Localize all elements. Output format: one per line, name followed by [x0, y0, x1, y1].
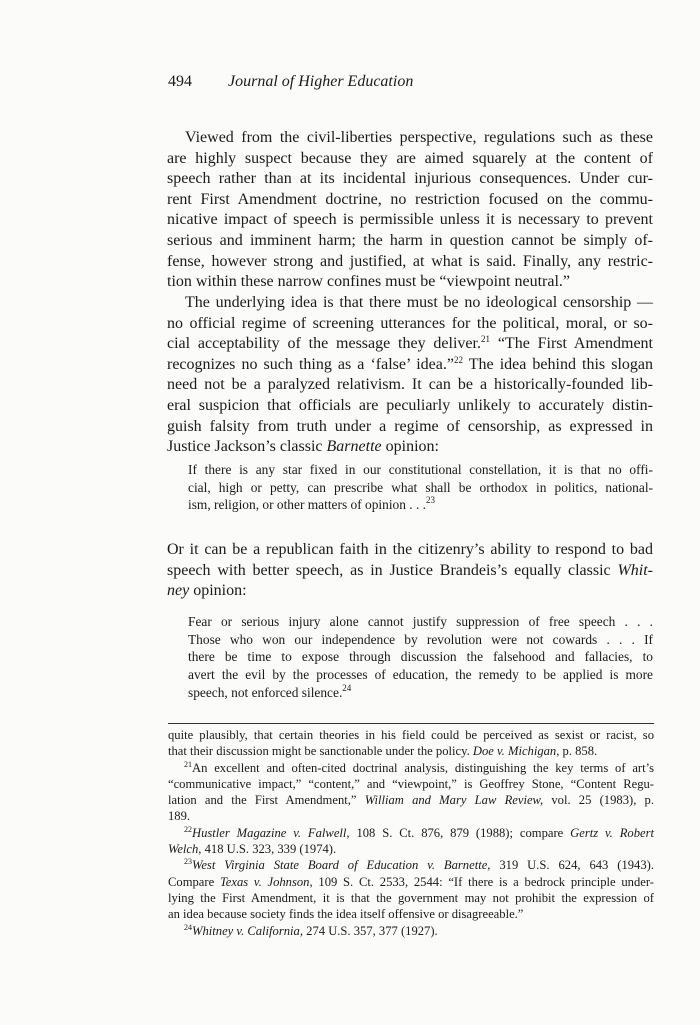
footnote-24: $^{24}$Whitney v. California, 274 U.S. 357, 377 (1927). [184, 922, 438, 938]
text-line: rent First Amendment doctrine, no restriction focused on the commu- [167, 190, 653, 208]
quote-line: there be time to expose through discussion the falsehood and fallacies, to [188, 649, 653, 665]
text-line: recognizes no such thing as a ‘false’ idea.”$^{22}$ The idea behind this slogan [167, 354, 653, 373]
text-line: no official regime of screening utterances for the political, moral, or so- [167, 314, 653, 332]
quote-line: Fear or serious injury alone cannot justify suppression of free speech . . . [188, 614, 653, 629]
block-quote-barnette [188, 461, 653, 514]
text-line: Or it can be a republican faith in the citizenry’s ability to respond to bad [167, 541, 653, 558]
text-line: Justice Jackson’s classic Barnette opinion: [167, 438, 439, 456]
case-name: Barnette [326, 438, 382, 456]
case-name: Doe v. Michigan, [472, 744, 560, 759]
footnote-line: quite plausibly, that certain theories in his field could be perceived as sexist or racist, so [168, 728, 654, 742]
text-line: The underlying idea is that there must be no ideological censorship — [185, 294, 653, 311]
footnote-ref-23: 23 [426, 495, 436, 506]
text-line: guish falsity from truth under a regime of censorship, as expressed in [167, 417, 653, 435]
footnote-divider [168, 723, 654, 724]
quote-line: ism, religion, or other matters of opinion . . .$^{23}$ [188, 495, 436, 513]
quote-line: Those who won our independence by revolution were not cowards . . . If [188, 631, 653, 647]
footnote-21: $^{21}$An excellent and often-cited doctrinal analysis, distinguishing the key terms of art’s [184, 759, 654, 775]
text-line: Viewed from the civil-liberties perspective, regulations such as these [185, 129, 653, 146]
text-line: speech with better speech, as in Justice Brandeis’s equally classic Whit- [167, 561, 653, 579]
footnote-ref-21: 21 [480, 334, 490, 345]
footnote-marker: 24 [184, 922, 192, 932]
text-line: eral suspicion that officials are peculiarly unlikely to accurately distin- [167, 396, 653, 414]
footnote-line: an idea because society finds the idea itself offensive or disagreeable.” [168, 907, 524, 922]
quote-line: If there is any star fixed in our constitutional constellation, it is that no offi- [188, 462, 653, 477]
page-number: 494 [168, 73, 192, 90]
case-name: ney [167, 582, 190, 600]
quote-line: cial, high or petty, can prescribe what shall be orthodox in politics, national- [188, 479, 653, 495]
running-header [168, 72, 413, 92]
journal-name: William and Mary Law Review, [364, 793, 544, 808]
text-line: tion within these narrow confines must be “viewpoint neutral.” [167, 273, 571, 291]
text-line: need not be a paralyzed relativism. It can be a historically-founded lib- [167, 376, 653, 394]
quote-line: avert the evil by the processes of education, the remedy to be applied is more [188, 667, 653, 683]
footnote-marker: 21 [184, 759, 192, 769]
text-line: fense, however strong and justified, at what is said. Finally, any restric- [167, 252, 653, 270]
footnote-marker: 22 [184, 824, 192, 834]
paragraph-ideological-censorship [167, 293, 653, 458]
footnote-ref-24: 24 [342, 682, 352, 693]
text-line: are highly suspect because they are aimed squarely at the content of [167, 149, 653, 167]
footnote-line: 189. [168, 809, 191, 824]
text-line: serious and imminent harm; the harm in question cannot be simply of- [167, 231, 653, 249]
footnote-line: “communicative impact,” “content,” and “viewpoint,” is Geoffrey Stone, “Content Regu- [168, 776, 654, 791]
journal-title: Journal of Higher Education [228, 73, 414, 90]
paragraph-republican-faith [167, 540, 653, 602]
text-line: nicative impact of speech is permissible unless it is necessary to prevent [167, 211, 653, 229]
paragraph-civil-liberties [167, 128, 653, 293]
footnotes [168, 727, 654, 939]
quote-line: speech, not enforced silence.$^{24}$ [188, 682, 352, 700]
footnote-line: Welch, 418 U.S. 323, 339 (1974). [168, 842, 337, 857]
footnote-23: $^{23}$West Virginia State Board of Education v. Barnette, 319 U.S. 624, 643 (1943). [184, 857, 654, 873]
case-name: Whit- [617, 561, 653, 579]
text-line: ney opinion: [167, 582, 247, 600]
footnote-line: that their discussion might be sanctionable under the policy. Doe v. Michigan, p. 858. [168, 744, 598, 759]
text-line: speech rather than at its incidental injurious consequences. Under cur- [167, 170, 653, 188]
footnote-line: lation and the First Amendment,” William and Mary Law Review, vol. 25 (1983), p. [168, 793, 654, 808]
block-quote-whitney [188, 613, 653, 702]
text-line: cial acceptability of the message they deliver.$^{21}$ “The First Amendment [167, 334, 654, 353]
footnote-line: lying the First Amendment, it is that the government may not prohibit the expression of [168, 890, 654, 905]
footnote-line: Compare Texas v. Johnson, 109 S. Ct. 2533, 2544: “If there is a bedrock principle under- [168, 874, 655, 889]
footnote-marker: 23 [184, 857, 192, 867]
footnote-22: $^{22}$Hustler Magazine v. Falwell, 108 S. Ct. 876, 879 (1988); compare Gertz v. Robert [184, 824, 654, 840]
footnote-ref-22: 22 [453, 354, 463, 365]
